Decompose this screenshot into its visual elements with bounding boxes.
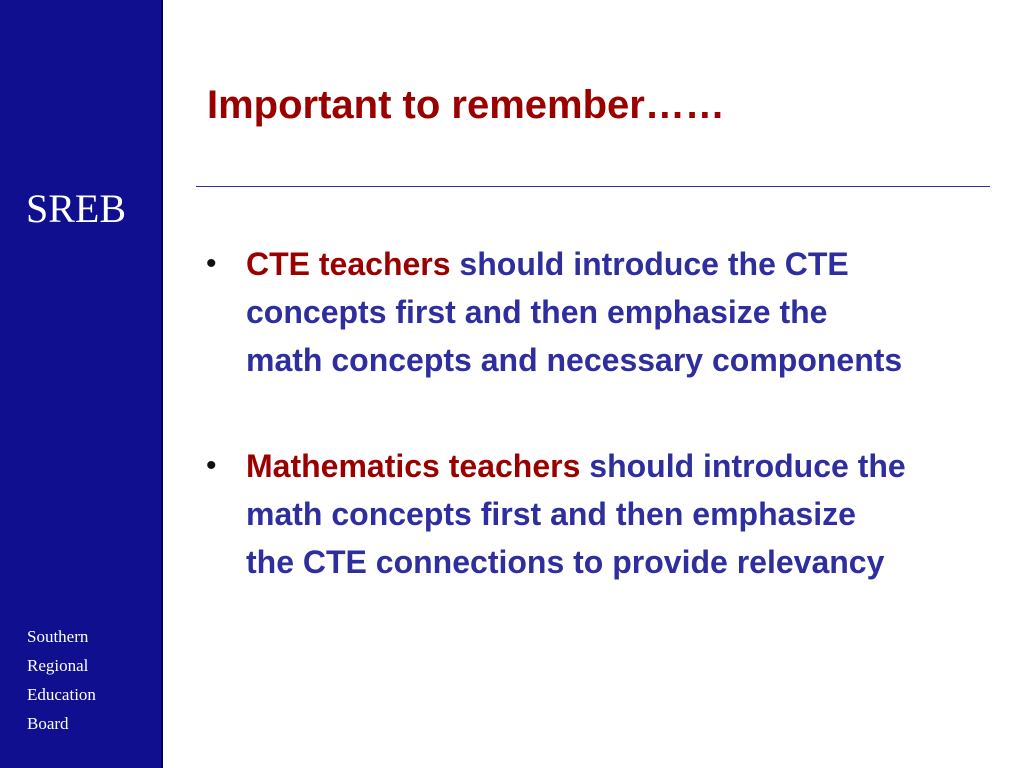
bullet-emphasis: CTE teachers xyxy=(246,246,451,282)
org-name-line: Education xyxy=(27,685,96,704)
slide-title: Important to remember…… xyxy=(207,83,725,127)
sreb-logo: SREB xyxy=(26,186,127,231)
sidebar-divider xyxy=(161,0,163,768)
sidebar xyxy=(0,0,161,768)
bullet-icon: • xyxy=(206,449,217,482)
bullet-text: should introduce the math concepts first and then emphasize the CTE connections to provide relevancy xyxy=(246,448,906,580)
organization-name xyxy=(27,622,96,738)
org-name-line: Southern xyxy=(27,627,89,646)
bullet-item xyxy=(206,442,906,586)
title-underline xyxy=(196,186,990,187)
bullet-emphasis: Mathematics teachers xyxy=(246,448,581,484)
bullet-item xyxy=(206,240,906,384)
org-name-line: Board xyxy=(27,714,69,733)
org-name-line: Regional xyxy=(27,656,89,675)
bullet-icon: • xyxy=(206,247,217,280)
bullet-text: should introduce the CTE concepts first and then emphasize the math concepts and necessary components xyxy=(246,246,903,378)
bullet-list xyxy=(206,240,906,586)
